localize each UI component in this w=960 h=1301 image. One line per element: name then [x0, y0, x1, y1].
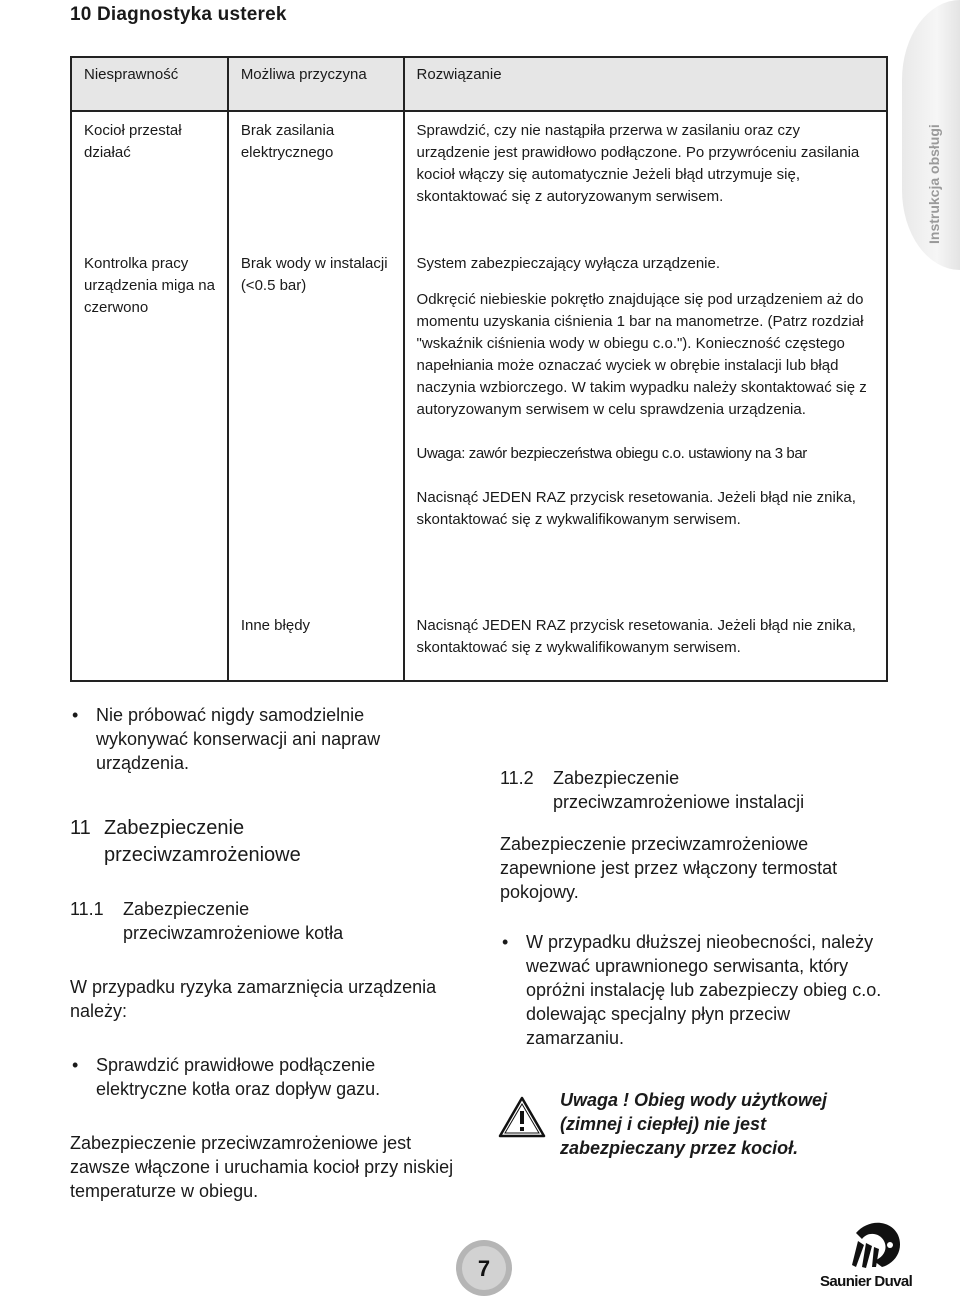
left-column — [70, 703, 460, 1203]
cell-cause: Brak zasilania elektrycznego — [228, 111, 404, 251]
cell-solution — [404, 111, 887, 251]
solution-text: Nacisnąć JEDEN RAZ przycisk resetowania. Jeżeli błąd nie znika, skontaktować się z wykwalifikowanym serwisem. — [416, 489, 856, 528]
cell-cause: Inne błędy — [228, 601, 404, 681]
solution-text: Odkręcić niebieskie pokrętło znajdujące się pod urządzeniem aż do momentu uzyskania ciśnienia 1 bar na manometrze. (Patrz rozdział "wskaźnik ciśnienia wody w obiegu c.o."). Konieczność częstego napełniania może oznaczać wyciek w obrębie instalacji lub błąd naczynia wzbiorczego. W takim wypadku należy skontaktować się z autoryzowanym serwisem w celu sprawdzenia urządzenia. — [416, 291, 867, 418]
header-cause: Możliwa przyczyna — [228, 57, 404, 111]
cell-fault — [71, 601, 228, 681]
paragraph: Zabezpieczenie przeciwzamrożeniowe zapewnione jest przez włączony termostat pokojowy. — [500, 834, 838, 902]
section-title-line2: przeciwzamrożeniowe instalacji — [553, 792, 805, 812]
paragraph: Zabezpieczenie przeciwzamrożeniowe jest zawsze włączone i uruchamia kocioł przy niskiej temperaturze w obiegu. — [70, 1133, 454, 1201]
solution-text: Nacisnąć JEDEN RAZ przycisk resetowania. Jeżeli błąd nie znika, skontaktować się z wykwalifikowanym serwisem. — [416, 617, 856, 656]
table-row — [71, 601, 887, 681]
solution-text: System zabezpieczający wyłącza urządzenie. — [416, 255, 721, 272]
section-number: 11 — [70, 817, 91, 839]
section-title-line1: Zabezpieczenie — [104, 817, 245, 839]
cell-cause: Brak wody w instalacji (<0.5 bar) — [228, 251, 404, 601]
solution-note: Uwaga: zawór bezpieczeństwa obiegu c.o. ustawiony na 3 bar — [416, 445, 807, 462]
side-tab-label-wrap — [926, 100, 946, 260]
header-fault: Niesprawność — [71, 57, 228, 111]
table-row — [71, 251, 887, 601]
section-title-line2: przeciwzamrożeniowe — [104, 844, 301, 866]
header-solution: Rozwiązanie — [404, 57, 887, 111]
section-heading-11 — [70, 815, 460, 869]
list-item: • Sprawdzić prawidłowe podłączenie elektryczne kotła oraz dopływ gazu. — [70, 1053, 460, 1101]
section-heading-11-1 — [70, 897, 460, 945]
brand-name: Saunier Duval — [820, 1273, 913, 1290]
section-title-line2: przeciwzamrożeniowe kotła — [123, 923, 344, 943]
list-item: • W przypadku dłuższej nieobecności, należy wezwać uprawnionego serwisanta, który opróżni instalację lub zabezpieczy obieg c.o. dolewając specjalny płyn przeciw zamarzaniu. — [500, 930, 890, 1050]
solution-text: Sprawdzić, czy nie nastąpiła przerwa w zasilaniu oraz czy urządzenie jest prawidłowo podłączone. Po przywróceniu zasilania kocioł włączy się automatycznie Jeżeli błąd utrzymuje się, skontaktować się z autoryzowanym serwisem. — [416, 122, 860, 205]
section-title-line1: Zabezpieczenie — [123, 899, 250, 919]
table-row — [71, 111, 887, 251]
diagnostics-table — [70, 56, 888, 682]
cell-solution — [404, 601, 887, 681]
cell-fault: Kontrolka pracy urządzenia miga na czerwono — [71, 251, 228, 601]
right-column — [500, 766, 890, 1050]
section-title-line1: Zabezpieczenie — [553, 768, 680, 788]
section-number: 11.2 — [500, 768, 534, 788]
section-number: 11.1 — [70, 899, 104, 919]
cell-fault: Kocioł przestał działać — [71, 111, 228, 251]
list-item: • Nie próbować nigdy samodzielnie wykonywać konserwacji ani napraw urządzenia. — [70, 703, 460, 775]
warning-icon — [498, 1096, 546, 1138]
warning-text: Uwaga ! Obieg wody użytkowej (zimnej i ciepłej) nie jest zabezpieczany przez kocioł. — [560, 1090, 828, 1158]
page-number: 7 — [477, 1256, 491, 1281]
table-header-row — [71, 57, 887, 111]
side-tab-label: Instrukcja obsługi — [926, 124, 942, 244]
section-heading-11-2 — [500, 766, 890, 814]
page-number-badge — [455, 1232, 513, 1301]
page-title: 10 Diagnostyka usterek — [70, 4, 287, 25]
cell-solution — [404, 251, 887, 601]
paragraph: W przypadku ryzyka zamarznięcia urządzenia należy: — [70, 977, 437, 1021]
